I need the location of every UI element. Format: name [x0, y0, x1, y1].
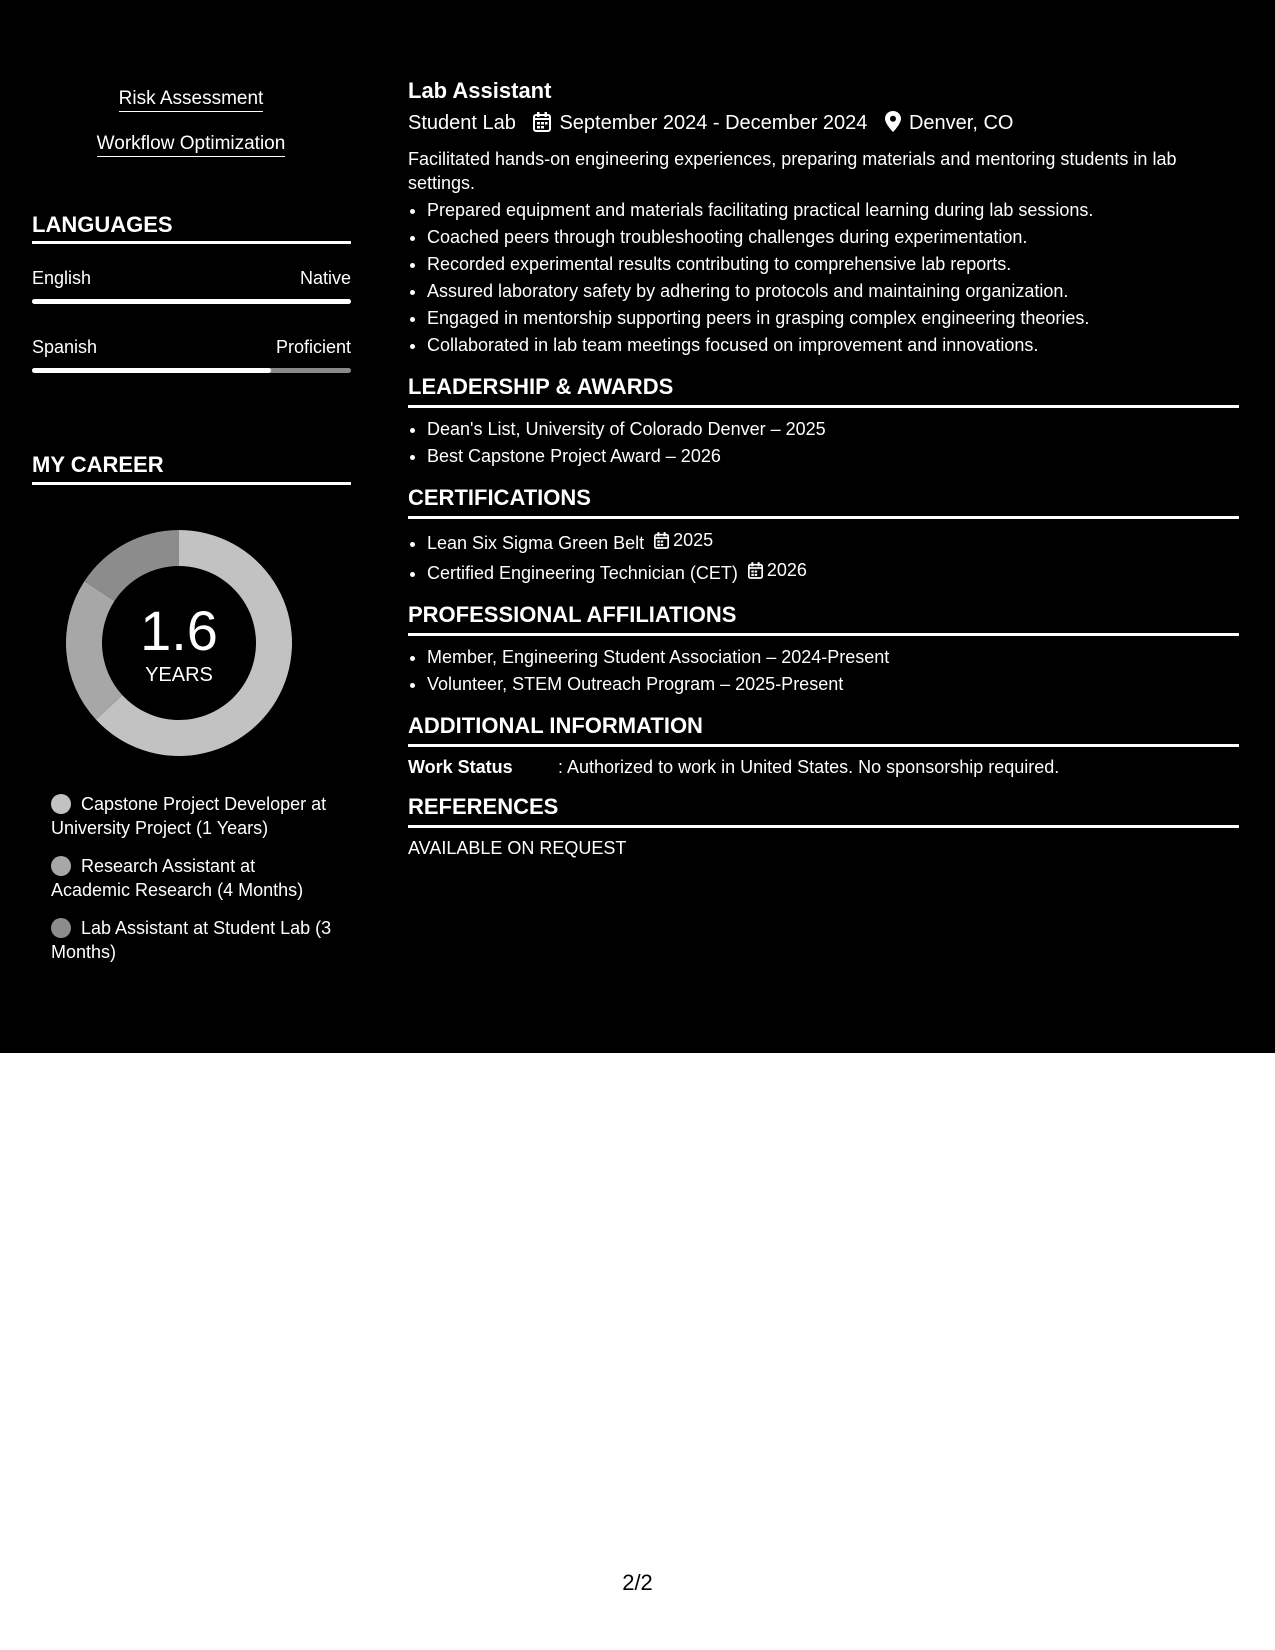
career-legend-label: Lab Assistant at Student Lab (3 Months)	[51, 918, 332, 962]
certification-date: 2025	[654, 527, 713, 554]
career-legend-item	[51, 854, 336, 902]
work-status-label: Work Status	[408, 757, 513, 777]
references-heading: REFERENCES	[408, 794, 559, 819]
job-meta	[408, 108, 1239, 141]
list-item: • Assured laboratory safety by adhering to protocols and maintaining organization.	[427, 278, 1239, 305]
page-number: 2/2	[622, 1570, 653, 1595]
list-item: • Prepared equipment and materials facilitating practical learning during lab sessions.	[427, 197, 1239, 224]
language-bar-fill	[32, 368, 271, 373]
language-name: English	[32, 268, 92, 288]
leadership-list	[408, 416, 1239, 470]
language-bar-english	[32, 299, 351, 304]
list-item: • Best Capstone Project Award – 2026	[427, 443, 1239, 470]
list-item: • Member, Engineering Student Association – 2024-Present	[427, 644, 1239, 671]
career-donut-segment-2	[84, 530, 179, 601]
career-legend-item	[51, 792, 336, 840]
references-text: AVAILABLE ON REQUEST	[408, 838, 627, 858]
career-legend-item	[51, 916, 336, 964]
location-pin-icon	[885, 111, 901, 141]
language-bar-fill	[32, 299, 351, 304]
calendar-icon	[533, 111, 551, 141]
calendar-icon	[748, 562, 763, 579]
language-name: Spanish	[32, 337, 98, 357]
section-rule	[408, 825, 1239, 828]
list-item: • Recorded experimental results contributing to comprehensive lab reports.	[427, 251, 1239, 278]
job-bullet-list	[408, 197, 1239, 359]
language-level: Native	[299, 268, 351, 288]
affiliations-heading: PROFESSIONAL AFFILIATIONS	[408, 602, 737, 627]
list-item	[427, 527, 1239, 557]
skill-link-risk-assessment[interactable]: Risk Assessment	[32, 88, 350, 110]
list-item: • Engaged in mentorship supporting peers in grasping complex engineering theories.	[427, 305, 1239, 332]
list-item: • Coached peers through troubleshooting challenges during experimentation.	[427, 224, 1239, 251]
list-item: • Collaborated in lab team meetings focused on improvement and innovations.	[427, 332, 1239, 359]
job-summary: Facilitated hands-on engineering experiences, preparing materials and mentoring students in lab settings.	[408, 149, 1177, 193]
career-heading: MY CAREER	[32, 452, 164, 477]
career-total-years: 1.6	[140, 599, 218, 662]
list-item	[427, 557, 1239, 587]
additional-info-heading: ADDITIONAL INFORMATION	[408, 713, 703, 738]
legend-dot-icon	[51, 918, 71, 938]
legend-dot-icon	[51, 856, 71, 876]
certification-name: Certified Engineering Technician (CET)	[427, 563, 738, 583]
work-status-value: : Authorized to work in United States. No sponsorship required.	[558, 757, 1060, 777]
languages-heading: LANGUAGES	[32, 212, 173, 237]
section-rule	[408, 744, 1239, 747]
job-dates: September 2024 - December 2024	[559, 112, 868, 134]
job-title: Lab Assistant	[408, 78, 552, 103]
language-bar-spanish	[32, 368, 351, 373]
certification-date: 2026	[748, 557, 807, 584]
legend-dot-icon	[51, 794, 71, 814]
work-status-row	[408, 755, 1239, 779]
certification-name: Lean Six Sigma Green Belt	[427, 533, 645, 553]
leadership-heading: LEADERSHIP & AWARDS	[408, 374, 674, 399]
affiliations-list	[408, 644, 1239, 698]
career-total-unit: YEARS	[145, 664, 213, 686]
section-rule	[408, 516, 1239, 519]
certifications-heading: CERTIFICATIONS	[408, 485, 591, 510]
career-rule	[32, 482, 351, 485]
sidebar	[0, 0, 381, 1053]
career-legend-label: Research Assistant at Academic Research (4 Months)	[51, 856, 304, 900]
skill-link-workflow-optimization[interactable]: Workflow Optimization	[32, 133, 350, 155]
certifications-list	[408, 527, 1239, 587]
career-legend-label: Capstone Project Developer at University Project (1 Years)	[51, 794, 327, 838]
calendar-icon	[654, 532, 669, 549]
language-level: Proficient	[275, 337, 351, 357]
section-rule	[408, 405, 1239, 408]
job-company: Student Lab	[408, 112, 516, 134]
main-content	[408, 76, 1239, 860]
list-item: • Dean's List, University of Colorado Denver – 2025	[427, 416, 1239, 443]
job-location: Denver, CO	[908, 112, 1014, 134]
list-item: • Volunteer, STEM Outreach Program – 2025-Present	[427, 671, 1239, 698]
languages-rule	[32, 241, 351, 244]
section-rule	[408, 633, 1239, 636]
